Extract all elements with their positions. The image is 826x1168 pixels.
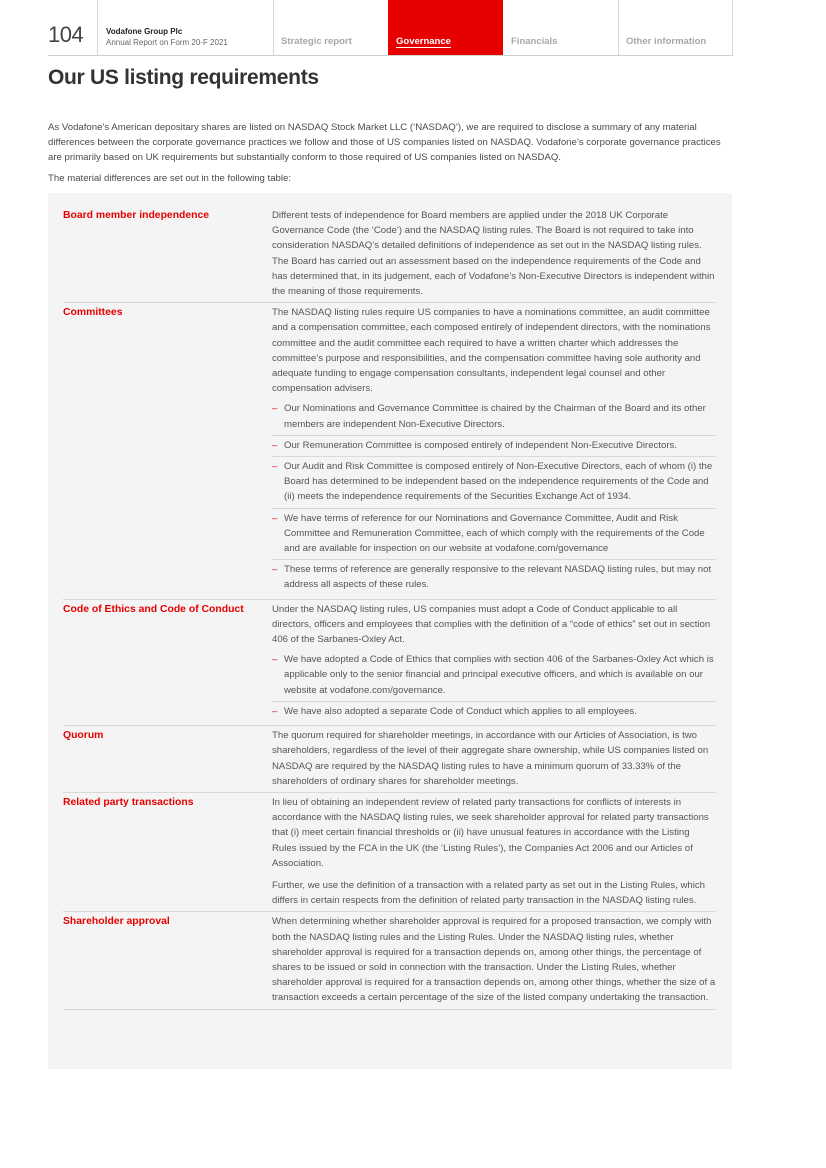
row-body [272,795,716,908]
bullet-item [272,508,716,560]
bullet-list [272,399,716,595]
dash-bullet-icon: – [272,512,278,524]
row-paragraph: Under the NASDAQ listing rules, US companies must adopt a Code of Conduct applicable to all directors, officers and employees that complies with the definition of a “code of ethics” set out in section 406 of the Sarbanes-Oxley Act. [272,603,711,646]
dash-bullet-icon: – [272,564,278,576]
row-body [272,208,716,299]
row-paragraph: Different tests of independence for Board members are applied under the 2018 UK Corporate Governance Code (the ‘Code’) and the NASDAQ listing rules. The Board is not required to take into consideration NASDAQ’s detailed definitions of independence as set out in the NASDAQ listing rules. The Board has carried out an assessment based on the independence requirements of the Code and has determined that, in its judgement, each of Vodafone’s Non-Executive Directors is independent within the meaning of those requirements. [272,210,715,298]
row-label: Committees [63,307,123,319]
bullet-item [272,650,716,701]
dash-bullet-icon: – [272,705,278,717]
row-paragraph: The NASDAQ listing rules require US companies to have a nominations committee, an audit committee and a compensation committee, each composed entirely of independent directors, with the nominations committee and the audit committee each required to have a written charter which addresses the committee’s purpose and responsibilities, and the compensation committee having sole authority and adequate funding to engage compensation consultants, independent legal counsel and other compensation advisers. [272,307,711,395]
row-body [272,602,716,722]
header-rule [48,55,733,56]
dash-bullet-icon: – [272,403,278,415]
page-number: 104 [48,22,84,47]
row-body [272,728,716,789]
bullet-text: We have also adopted a separate Code of Conduct which applies to all employees. [284,705,637,717]
dash-bullet-icon: – [272,654,278,666]
dash-bullet-icon: – [272,439,278,451]
page-header [0,0,733,56]
bullet-list [272,650,716,722]
row-label: Shareholder approval [63,916,170,928]
bullet-item [272,559,716,595]
row-label: Quorum [63,730,104,742]
bullet-item [272,701,716,722]
row-body [272,914,716,1005]
row-paragraph: When determining whether shareholder approval is required for a proposed transaction, we comply with both the NASDAQ listing rules and the Listing Rules. Under the NASDAQ listing rules, whether shareholder approval is required for a transaction depends on, among other things, the percentage of shares to be issued or sold in connection with the transaction. Under the Listing Rules, whether shareholder approval is required for a transaction depends on, among other things, whether the size of a transaction exceeds a certain percentage of the size of the listed company undertaking the transaction. [272,916,716,1004]
dash-bullet-icon: – [272,461,278,473]
bullet-text: Our Audit and Risk Committee is composed entirely of Non-Executive Directors, each of whom (i) the Board has determined to be independent based on the independence requirements of the Code and (ii) meets the independence requirements of the Securities Exchange Act of 1934. [284,461,713,503]
table-row [63,728,716,793]
row-body [272,305,716,595]
bullet-text: We have adopted a Code of Ethics that complies with section 406 of the Sarbanes-Oxley Act which is applicable only to the senior financial and principal executive officers, and which is available on our website at vodafone.com/governance. [284,654,714,696]
company-block [106,26,228,48]
intro-paragraph: As Vodafone’s American depositary shares are listed on NASDAQ Stock Market LLC (‘NASDAQ’), we are required to disclose a summary of any material differences between the corporate governance practices we follow and those of US companies listed on NASDAQ. Vodafone’s corporate governance practices are primarily based on UK requirements but substantially conform to those required of US companies listed on NASDAQ. [48,122,721,163]
row-label: Board member independence [63,210,210,221]
intro-text [48,120,732,192]
bullet-text: Our Remuneration Committee is composed entirely of independent Non-Executive Directors. [284,439,677,451]
table-rows [63,208,716,1012]
tab-governance[interactable]: Governance [388,0,503,56]
table-row [63,914,716,1009]
bullet-item [272,435,716,456]
table-row [63,795,716,912]
company-name: Vodafone Group Plc [106,27,183,36]
bullet-text: We have terms of reference for our Nominations and Governance Committee, Audit and Risk Committee and Remuneration Committee, each of which comply with the requirements of the Code and are available for inspection on our website at vodafone.com/governance [284,512,705,555]
header-divider [97,0,98,56]
tab-strategic-report[interactable]: Strategic report [281,36,352,47]
row-paragraph: In lieu of obtaining an independent review of related party transactions for conflicts of interests in accordance with the NASDAQ listing rules, we seek shareholder approval for related party transactions that (i) meet certain financial thresholds or (ii) have unusual features in accordance with the Listing Rules issued by the FCA in the UK (the ‘Listing Rules’), the Companies Act 2006 and our Articles of Association. [272,796,709,869]
bullet-text: These terms of reference are generally responsive to the relevant NASDAQ listing rules, but may not address all aspects of these rules. [284,564,712,591]
table-row [63,208,716,303]
differences-table [48,193,732,1069]
tab-other-information[interactable]: Other information [626,36,707,47]
header-divider [732,0,733,56]
row-paragraph: Further, we use the definition of a transaction with a related party as set out in the Listing Rules, which differs in certain respects from the definition of related party transaction in the NASDAQ listing rules. [272,879,706,907]
table-row [63,602,716,726]
bullet-text: Our Nominations and Governance Committee is chaired by the Chairman of the Board and its other members are independent Non-Executive Directors. [284,403,706,430]
row-label: Code of Ethics and Code of Conduct [63,603,244,615]
bullet-item [272,399,716,434]
intro-paragraph: The material differences are set out in the following table: [48,173,292,184]
table-row [63,305,716,599]
row-label: Related party transactions [63,796,194,808]
report-name: Annual Report on Form 20-F 2021 [106,38,228,47]
bullet-item [272,456,716,508]
page-title: Our US listing requirements [48,66,319,89]
row-paragraph: The quorum required for shareholder meetings, in accordance with our Articles of Association, is two shareholders, regardless of the level of their aggregate share ownership, while US companies listed on NASDAQ are required by the NASDAQ listing rules to have a minimum quorum of 33.33% of the shareholders of ordinary shares for shareholder meetings. [272,730,709,787]
tab-financials[interactable]: Financials [511,36,558,47]
